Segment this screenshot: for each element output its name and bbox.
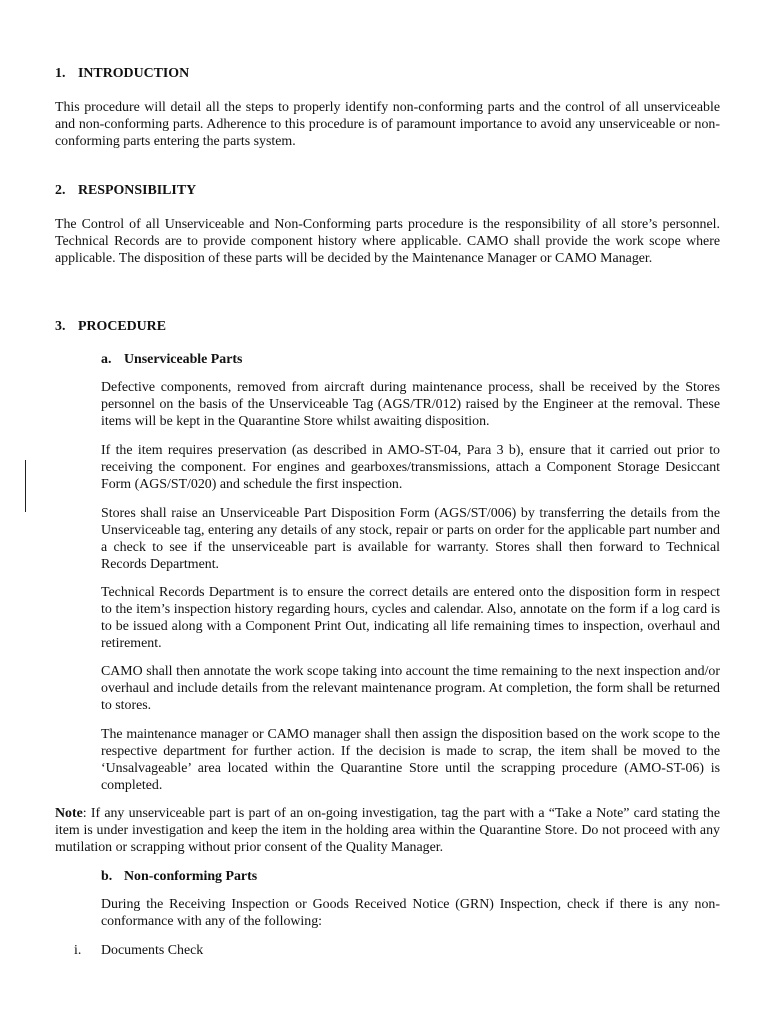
- section-title: PROCEDURE: [78, 319, 166, 334]
- subsection-heading-unserviceable-parts: [101, 351, 242, 368]
- unserviceable-paragraph-maintenance-manager: The maintenance manager or CAMO manager shall then assign the disposition based on the work scope to the respective department for further action. If the decision is made to scrap, the item shall be moved to the ‘Unsalvageable’ area located within the Quarantine Store until the scrapping procedure (AMO-ST-06) is completed.: [101, 727, 720, 793]
- list-item-number: i.: [74, 943, 82, 958]
- responsibility-paragraph: The Control of all Unserviceable and Non-Conforming parts procedure is the responsibility of all store’s personnel. Technical Records are to provide component history where applicable. CAMO shall provide the work scope where applicable. The disposition of these parts will be decided by the Maintenance Manager or CAMO Manager.: [55, 217, 720, 266]
- list-item: [74, 942, 203, 959]
- subsection-title: Unserviceable Parts: [124, 352, 243, 367]
- unserviceable-paragraph-preservation: If the item requires preservation (as described in AMO-ST-04, Para 3 b), ensure that it carried out prior to receiving the component. For engines and gearboxes/transmissions, attach a Component Storage Desiccant Form (AGS/ST/020) and schedule the first inspection.: [101, 443, 720, 492]
- subsection-title: Non-conforming Parts: [124, 869, 258, 884]
- section-number: 2.: [55, 183, 66, 198]
- introduction-paragraph: This procedure will detail all the steps to properly identify non-conforming parts and the control of all unserviceable and non-conforming parts. Adherence to this procedure is of paramount importance to avoid any unserviceable or non-conforming parts entering the parts system.: [55, 100, 720, 149]
- unserviceable-paragraph-technical-records: Technical Records Department is to ensure the correct details are entered onto the disposition form in respect to the item’s inspection history regarding hours, cycles and calendar. Also, annotate on the form if a log card is to be issued along with a Component Print Out, indicating all life remaining times to inspection, overhaul and retirement.: [101, 585, 720, 651]
- unserviceable-paragraph-disposition-form: Stores shall raise an Unserviceable Part Disposition Form (AGS/ST/006) by transferring the details from the Unserviceable tag, entering any details of any stock, repair or parts on order for the applicable part number and a check to see if the unserviceable part is available for warranty. Stores shall then forward to Technical Records Department.: [101, 506, 720, 572]
- revision-change-bar: [25, 460, 26, 512]
- unserviceable-paragraph-camo: CAMO shall then annotate the work scope taking into account the time remaining to the next inspection and/or overhaul and include details from the relevant maintenance program. At completion, the form shall be returned to stores.: [101, 664, 720, 713]
- note-text: : If any unserviceable part is part of an on-going investigation, tag the part with a “Take a Note” card stating the item is under investigation and keep the item in the holding area within the Quarantine Store. Do not proceed with any mutilation or scrapping without prior consent of the Quality Manager.: [55, 806, 720, 855]
- unserviceable-paragraph-receiving: Defective components, removed from aircraft during maintenance process, shall be received by the Stores personnel on the basis of the Unserviceable Tag (AGS/TR/012) raised by the Engineer at the removal. These items will be kept in the Quarantine Store whilst awaiting disposition.: [101, 380, 720, 429]
- subsection-number: b.: [101, 869, 113, 884]
- note-label: Note: [55, 806, 83, 821]
- section-heading-responsibility: [55, 182, 196, 199]
- note-paragraph: [55, 805, 720, 856]
- section-title: INTRODUCTION: [78, 66, 190, 81]
- section-title: RESPONSIBILITY: [78, 183, 197, 198]
- section-number: 1.: [55, 66, 66, 81]
- section-number: 3.: [55, 319, 66, 334]
- list-item-label: Documents Check: [101, 943, 204, 958]
- section-heading-procedure: [55, 318, 166, 335]
- subsection-number: a.: [101, 352, 112, 367]
- nonconforming-paragraph: During the Receiving Inspection or Goods Received Notice (GRN) Inspection, check if there is any non-conformance with any of the following:: [101, 897, 720, 929]
- subsection-heading-nonconforming-parts: [101, 868, 257, 885]
- section-heading-introduction: [55, 65, 189, 82]
